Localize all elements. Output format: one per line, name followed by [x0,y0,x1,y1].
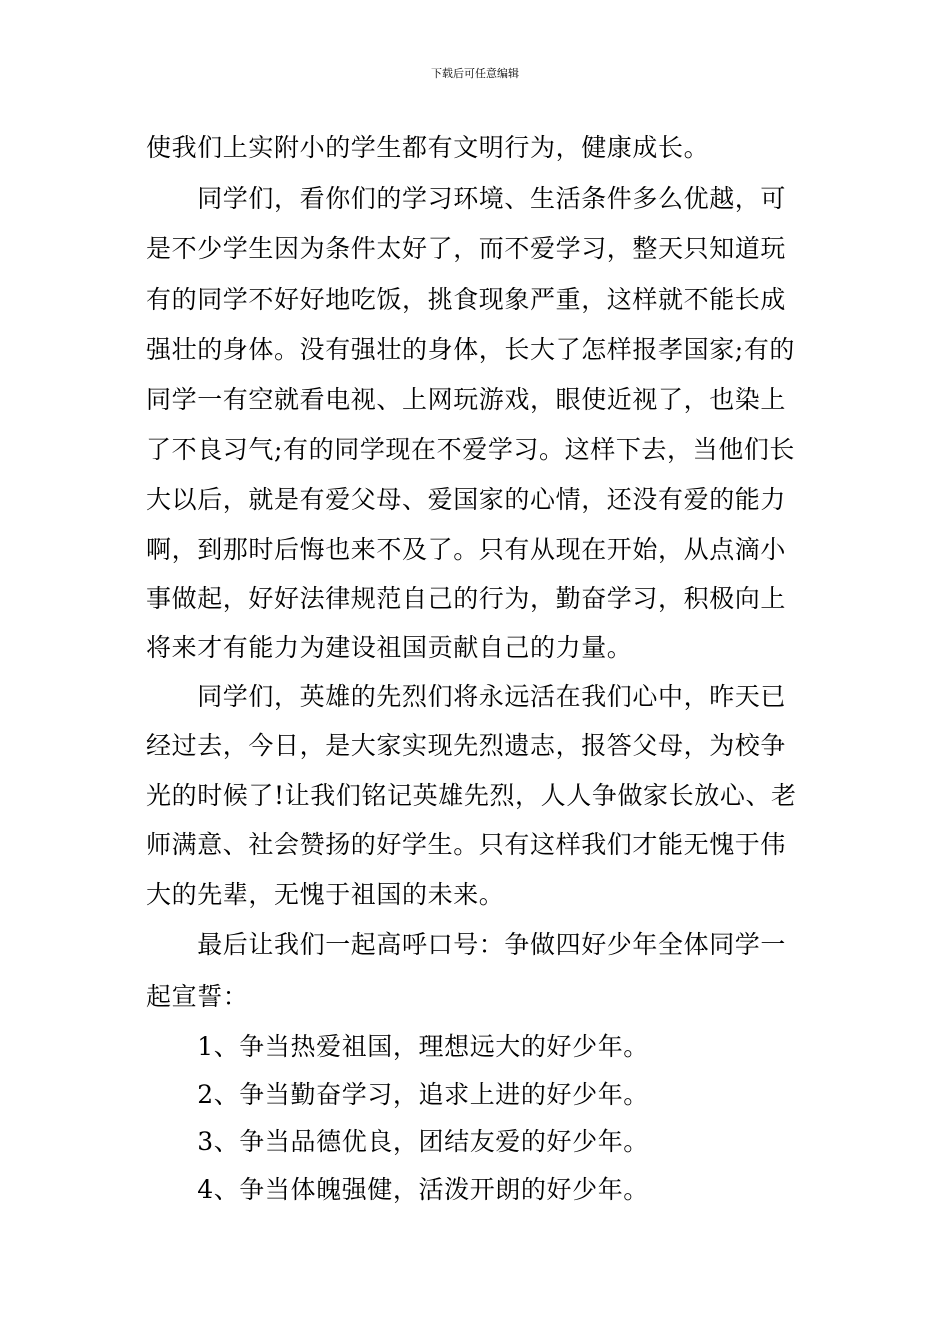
body-line: 同学们，英雄的先烈们将永远活在我们心中，昨天已 [146,682,787,711]
body-line: 光的时候了!让我们铭记英雄先烈，人人争做家长放心、老 [146,781,797,810]
body-line: 是不少学生因为条件太好了，而不爱学习，整天只知道玩 [146,234,787,263]
body-line: 使我们上实附小的学生都有文明行为，健康成长。 [146,133,710,162]
body-line: 最后让我们一起高呼口号：争做四好少年全体同学一 [146,930,787,959]
list-item: 4、争当体魄强健，活泼开朗的好少年。 [146,1175,649,1204]
body-line: 同学们，看你们的学习环境、生活条件多么优越，可 [146,184,787,213]
page-header-note: 下载后可任意编辑 [431,67,519,80]
body-line: 啊，到那时后悔也来不及了。只有从现在开始，从点滴小 [146,535,787,564]
list-item: 1、争当热爱祖国，理想远大的好少年。 [146,1032,649,1061]
body-line: 大以后，就是有爱父母、爱国家的心情，还没有爱的能力 [146,485,787,514]
body-line: 强壮的身体。没有强壮的身体，长大了怎样报孝国家;有的 [146,335,796,364]
body-line: 事做起，好好法律规范自己的行为，勤奋学习，积极向上 [146,584,787,613]
body-line: 有的同学不好好地吃饭，挑食现象严重，这样就不能长成 [146,285,787,314]
body-line: 大的先辈，无愧于祖国的未来。 [146,880,505,909]
list-item: 3、争当品德优良，团结友爱的好少年。 [146,1127,649,1156]
body-line: 将来才有能力为建设祖国贡献自己的力量。 [146,633,633,662]
body-line: 起宣誓： [146,982,249,1011]
body-line: 同学一有空就看电视、上网玩游戏，眼使近视了，也染上 [146,385,787,414]
body-line: 经过去，今日，是大家实现先烈遗志，报答父母，为校争 [146,731,787,760]
body-line: 师满意、社会赞扬的好学生。只有这样我们才能无愧于伟 [146,830,787,859]
body-line: 了不良习气;有的同学现在不爱学习。这样下去，当他们长 [146,435,796,464]
list-item: 2、争当勤奋学习，追求上进的好少年。 [146,1080,649,1109]
